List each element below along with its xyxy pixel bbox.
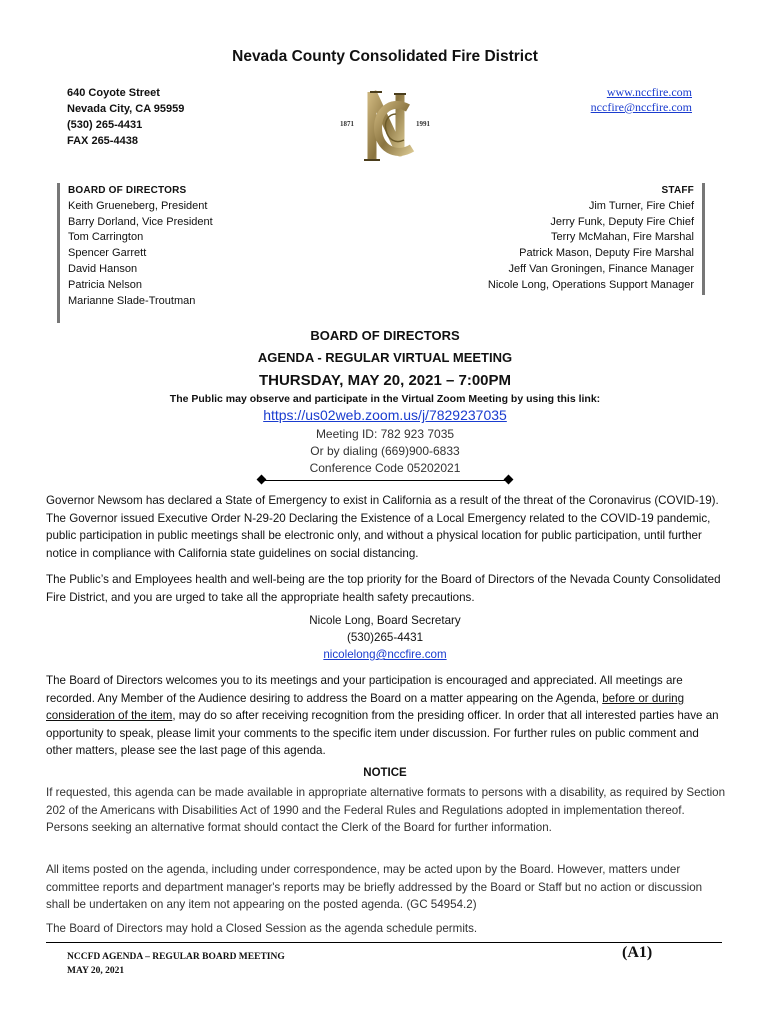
- agenda-title-type: AGENDA - REGULAR VIRTUAL MEETING: [257, 350, 513, 365]
- health-paragraph: The Public’s and Employees health and well-being are the top priority for the Board of Directors of the Nevada County Consolidated Fire District, and you are urged to take all the appropriate health safety precautions.: [46, 573, 721, 604]
- address-city: Nevada City, CA 95959: [67, 103, 185, 115]
- address-fax: FAX 265-4438: [67, 135, 138, 147]
- public-comment-underlined: before or during consideration of the item: [46, 691, 685, 723]
- staff-member: Jerry Funk, Deputy Fire Chief: [550, 215, 694, 228]
- address-block: [67, 85, 184, 149]
- staff-member: Terry McMahan, Fire Marshal: [550, 231, 694, 244]
- board-member: Marianne Slade-Troutman: [68, 294, 196, 307]
- footer-line-2: MAY 20, 2021: [67, 966, 125, 976]
- secretary-phone: (530)265-4431: [346, 631, 424, 644]
- dial-in-number: Or by dialing (669)900-6833: [310, 444, 460, 458]
- emergency-paragraph: Governor Newsom has declared a State of Emergency to exist in California as a result of the threat of the Coronavirus (COVID-19). The Governor issued Executive Order N-29-20 Declaring the Existence of a Local Emergency related to the COVID-19 pandemic, public participation in public meetings shall be electronic only, and without a physical location for public participation, until further notice in compliance with California state guidelines on social distancing.: [46, 494, 719, 560]
- page-label: (A1): [622, 944, 653, 961]
- board-heading: BOARD OF DIRECTORS: [68, 185, 187, 196]
- secretary-email-link[interactable]: nicolelong@nccfire.com: [323, 648, 447, 661]
- address-phone: (530) 265-4431: [67, 119, 143, 131]
- divider-line: [262, 480, 508, 481]
- agenda-items-paragraph: All items posted on the agenda, including under correspondence, may be acted upon by the Board. However, matters under committee reports and department manager's reports may be briefly addressed by the Board or Staff but no action or discussion shall be undertaken on any item not appearing on the posted agenda. (GC 54954.2): [46, 863, 703, 912]
- public-comment-text-1: The Board of Directors welcomes you to its meetings and your participation is encouraged and appreciated. All meetings are recorded. Any Member of the Audience desiring to address the Board on a matter appearing on the Agenda,: [46, 674, 683, 705]
- board-member: Spencer Garrett: [68, 247, 147, 260]
- logo-year-right: 1991: [416, 120, 430, 128]
- district-logo: [334, 82, 438, 174]
- notice-heading: NOTICE: [363, 767, 407, 779]
- email-link[interactable]: nccfire@nccfire.com: [590, 100, 692, 114]
- footer-line-1: NCCFD AGENDA – REGULAR BOARD MEETING: [67, 952, 285, 962]
- footer-title: [67, 950, 285, 978]
- org-title: Nevada County Consolidated Fire District: [232, 48, 538, 65]
- board-member: Patricia Nelson: [68, 278, 142, 291]
- board-member: Tom Carrington: [68, 231, 144, 244]
- accessibility-paragraph: If requested, this agenda can be made available in appropriate alternative formats to persons with a disability, as required by Section 202 of the Americans with Disabilities Act of 1990 and the Federal Rules and Regulations adopted in implementation thereof. Persons seeking an alternative format should contact the Clerk of the Board for further information.: [46, 786, 726, 835]
- meeting-id: Meeting ID: 782 923 7035: [315, 427, 455, 441]
- agenda-title-board: BOARD OF DIRECTORS: [310, 328, 460, 343]
- address-street: 640 Coyote Street: [67, 87, 160, 99]
- public-comment-text-2: , may do so after receiving recognition from the presiding officer. In order that all interested parties have an opportunity to speak, please limit your comments to the specific item under discussion. For further rules on public comment and other matters, please see the last page of this agenda.: [46, 709, 719, 758]
- secretary-contact: [0, 612, 770, 663]
- agenda-title-date: THURSDAY, MAY 20, 2021 – 7:00PM: [258, 372, 512, 389]
- board-member: David Hanson: [68, 262, 138, 275]
- board-of-directors-list: [57, 183, 213, 323]
- logo-year-left: 1871: [340, 120, 354, 128]
- closed-session-paragraph: The Board of Directors may hold a Closed Session as the agenda schedule permits.: [46, 922, 478, 935]
- public-comment-paragraph: [46, 672, 726, 760]
- staff-member: Jeff Van Groningen, Finance Manager: [508, 262, 694, 275]
- staff-member: Nicole Long, Operations Support Manager: [487, 278, 694, 291]
- footer-rule: [46, 942, 722, 943]
- secretary-name: Nicole Long, Board Secretary: [309, 614, 461, 627]
- staff-member: Jim Turner, Fire Chief: [588, 199, 694, 212]
- public-participation-note: The Public may observe and participate in the Virtual Zoom Meeting by using this link:: [169, 393, 601, 405]
- meeting-info: [0, 426, 770, 477]
- website-link[interactable]: www.nccfire.com: [606, 85, 692, 99]
- staff-member: Patrick Mason, Deputy Fire Marshal: [519, 247, 694, 260]
- staff-list: [488, 183, 705, 295]
- board-member: Keith Grueneberg, President: [68, 199, 208, 212]
- board-member: Barry Dorland, Vice President: [68, 215, 213, 228]
- conference-code: Conference Code 05202021: [309, 461, 461, 475]
- zoom-link[interactable]: https://us02web.zoom.us/j/7829237035: [263, 407, 507, 423]
- staff-heading: STAFF: [661, 185, 694, 196]
- contact-links: [591, 85, 692, 115]
